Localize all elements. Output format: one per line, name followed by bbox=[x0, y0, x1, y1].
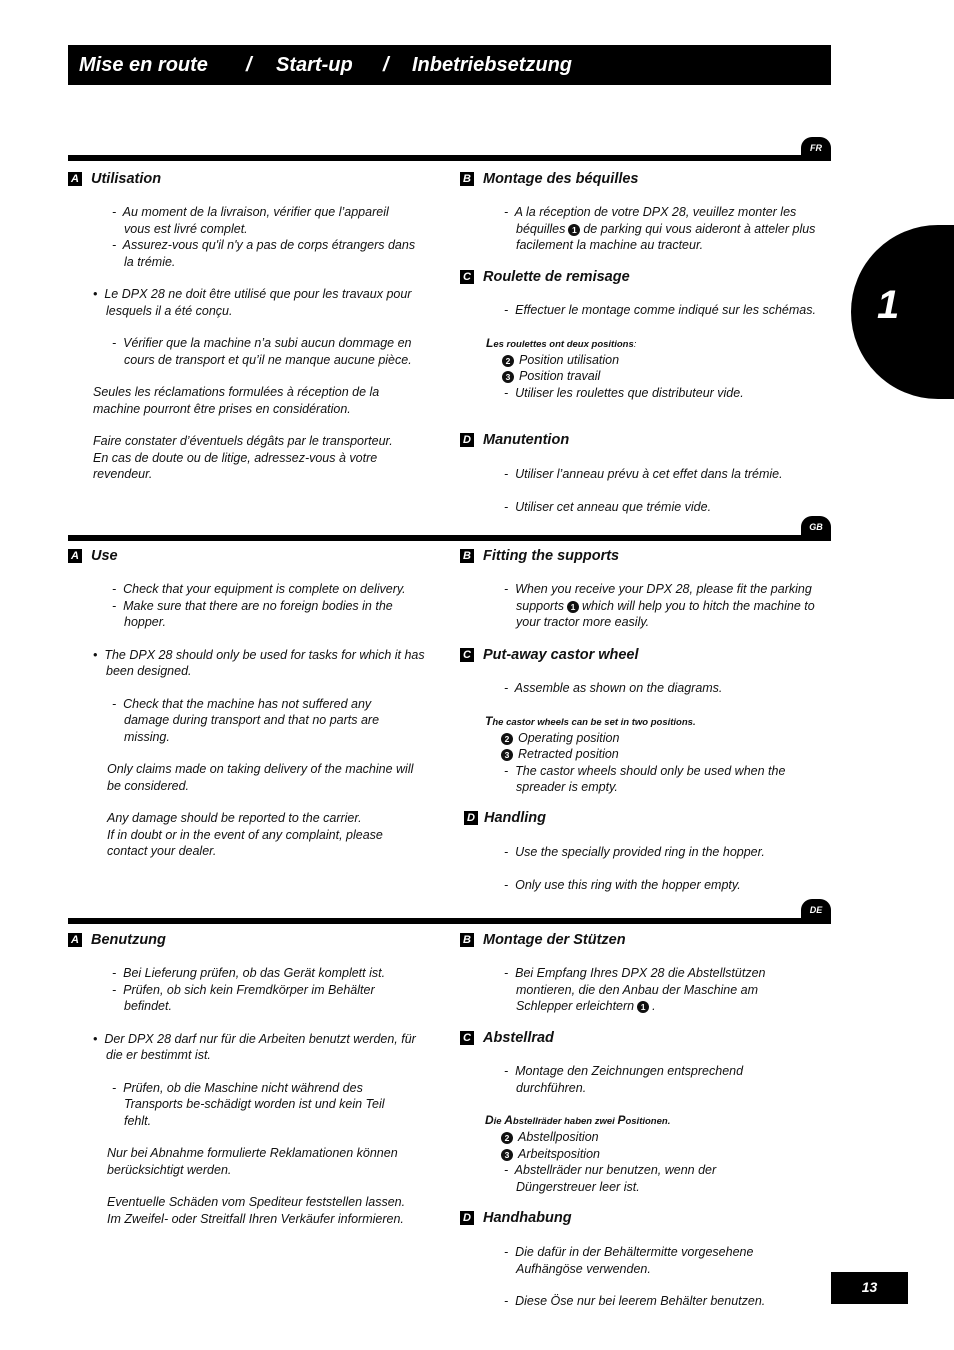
language-badge-fr: FR bbox=[801, 137, 831, 159]
section-title: Montage des béquilles bbox=[483, 171, 639, 187]
section-fr-a bbox=[68, 170, 428, 483]
section-title: Put-away castor wheel bbox=[483, 647, 639, 663]
position-item: 2 Operating position bbox=[501, 730, 820, 747]
callout-number-icon: 2 bbox=[501, 733, 513, 745]
section-title: Roulette de remisage bbox=[483, 269, 630, 285]
section-de-b bbox=[460, 931, 820, 1015]
list-item: - Abstellräder nur benutzen, wenn der Düngerstreuer leer ist. bbox=[504, 1163, 717, 1194]
section-letter: B bbox=[460, 933, 474, 947]
section-letter: C bbox=[460, 1031, 474, 1045]
section-letter: A bbox=[68, 549, 82, 563]
chapter-tab bbox=[851, 225, 954, 399]
paragraph: Seules les réclamations formulées à réception de la machine pourront être prises en considération. bbox=[93, 385, 380, 416]
callout-number-icon: 2 bbox=[501, 1132, 513, 1144]
section-letter: D bbox=[464, 811, 478, 825]
list-item: - Vérifier que la machine n’a subi aucun dommage en cours de transport et qu’il ne manque aucune pièce. bbox=[112, 336, 412, 367]
list-item: - Only use this ring with the hopper empty. bbox=[504, 877, 741, 892]
list-item: - When you receive your DPX 28, please fit the parking supports 1 which will help you to hitch the machine to your tractor more easily. bbox=[504, 582, 815, 629]
section-title: Benutzung bbox=[91, 932, 166, 948]
section-letter: B bbox=[460, 549, 474, 563]
section-de-c bbox=[460, 1029, 820, 1195]
callout-number-icon: 2 bbox=[502, 355, 514, 367]
page-number: 13 bbox=[831, 1272, 908, 1304]
paragraph: Faire constater d’éventuels dégâts par le transporteur. En cas de doute ou de litige, adressez-vous à votre revendeur. bbox=[93, 434, 393, 481]
language-badge-gb: GB bbox=[801, 516, 831, 538]
list-item: - Prüfen, ob sich kein Fremdkörper im Behälter befindet. bbox=[112, 982, 375, 1013]
section-de-a bbox=[68, 931, 428, 1227]
paragraph: Nur bei Abnahme formulierte Reklamationen können berücksichtigt werden. bbox=[107, 1146, 398, 1177]
list-item: - Assurez-vous qu'il n'y a pas de corps étrangers dans la trémie. bbox=[112, 238, 416, 269]
position-item: 2 Position utilisation bbox=[502, 352, 820, 369]
section-gb-c bbox=[460, 646, 820, 796]
position-item: 3 Arbeitsposition bbox=[501, 1146, 820, 1163]
list-item: - Diese Öse nur bei leerem Behälter benutzen. bbox=[504, 1294, 766, 1308]
callout-number-icon: 3 bbox=[501, 749, 513, 761]
section-letter: C bbox=[460, 270, 474, 284]
header-title-gb: Start-up bbox=[276, 54, 353, 76]
section-fr-c bbox=[460, 268, 820, 401]
paragraph: Only claims made on taking delivery of the machine will be considered. bbox=[107, 762, 414, 793]
paragraph: Eventuelle Schäden vom Spediteur feststellen lassen. Im Zweifel- oder Streitfall Ihren Verkäufer informieren. bbox=[107, 1195, 406, 1226]
section-de-d bbox=[460, 1209, 820, 1310]
section-gb-a bbox=[68, 547, 428, 860]
list-item: - Make sure that there are no foreign bodies in the hopper. bbox=[112, 598, 393, 629]
section-gb-b bbox=[460, 547, 820, 631]
section-letter: D bbox=[460, 433, 474, 447]
header-title-de: Inbetriebsetzung bbox=[412, 54, 573, 76]
section-letter: B bbox=[460, 172, 474, 186]
list-item: - Die dafür in der Behältermitte vorgesehene Aufhängöse verwenden. bbox=[504, 1245, 754, 1276]
list-item: - Utiliser cet anneau que trémie vide. bbox=[504, 499, 712, 514]
list-item: - Montage den Zeichnungen entsprechend durchführen. bbox=[504, 1064, 744, 1095]
list-item: - Bei Empfang Ihres DPX 28 die Abstellstützen montieren, die den Anbau der Maschine am Schlepper erleichtern 1 . bbox=[504, 966, 766, 1013]
section-rule bbox=[68, 535, 831, 541]
header-separator: / bbox=[246, 54, 252, 76]
section-title: Montage der Stützen bbox=[483, 932, 626, 948]
callout-number-icon: 3 bbox=[501, 1149, 513, 1161]
language-badge-de: DE bbox=[801, 899, 831, 921]
section-letter: D bbox=[460, 1211, 474, 1225]
subheading: The castor wheels can be set in two positions. bbox=[485, 713, 696, 728]
list-item: - Check that the machine has not suffered any damage during transport and that no parts are missing. bbox=[112, 696, 380, 744]
list-item: - Effectuer le montage comme indiqué sur les schémas. bbox=[504, 303, 816, 317]
list-item: - Au moment de la livraison, vérifier que l’appareil vous est livré complet. bbox=[112, 205, 389, 236]
section-title: Fitting the supports bbox=[483, 548, 620, 564]
section-rule bbox=[68, 155, 831, 161]
list-item: - Utiliser les roulettes que distributeur vide. bbox=[504, 385, 744, 400]
section-title: Handling bbox=[484, 810, 547, 826]
paragraph: Any damage should be reported to the carrier. If in doubt or in the event of any complaint, please contact your dealer. bbox=[107, 811, 383, 858]
list-item: - A la réception de votre DPX 28, veuillez monter les béquilles 1 de parking qui vous aideront à atteler plus facilement la machine au tracteur. bbox=[504, 205, 816, 252]
position-item: 3 Retracted position bbox=[501, 746, 820, 763]
bullet-item: • Le DPX 28 ne doit être utilisé que pour les travaux pour lesquels il a été conçu. bbox=[93, 287, 412, 318]
page-header bbox=[68, 45, 831, 85]
list-item: - Prüfen, ob die Maschine nicht während des Transports be-schädigt worden ist und kein Teil fehlt. bbox=[112, 1080, 385, 1128]
bullet-item: • Der DPX 28 darf nur für die Arbeiten benutzt werden, für die er bestimmt ist. bbox=[93, 1031, 416, 1062]
bullet-item: • The DPX 28 should only be used for tasks for which it has been designed. bbox=[93, 647, 425, 678]
section-title: Handhabung bbox=[483, 1210, 572, 1226]
header-title-fr: Mise en route bbox=[79, 54, 208, 76]
list-item: - Utiliser l’anneau prévu à cet effet dans la trémie. bbox=[504, 467, 783, 481]
section-fr-d bbox=[460, 431, 820, 515]
list-item: - Assemble as shown on the diagrams. bbox=[504, 681, 723, 695]
section-title: Utilisation bbox=[91, 171, 162, 187]
list-item: - Bei Lieferung prüfen, ob das Gerät komplett ist. bbox=[112, 966, 386, 980]
list-item: - The castor wheels should only be used when the spreader is empty. bbox=[504, 763, 786, 794]
callout-number-icon: 1 bbox=[567, 601, 579, 613]
list-item: - Check that your equipment is complete on delivery. bbox=[112, 582, 406, 596]
callout-number-icon: 1 bbox=[637, 1001, 649, 1013]
section-title: Use bbox=[91, 548, 118, 564]
chapter-number: 1 bbox=[877, 283, 900, 327]
callout-number-icon: 1 bbox=[568, 224, 580, 236]
position-item: 3 Position travail bbox=[502, 368, 820, 385]
section-letter: A bbox=[68, 933, 82, 947]
subheading: Les roulettes ont deux positions: bbox=[486, 335, 637, 350]
position-item: 2 Abstellposition bbox=[501, 1129, 820, 1146]
callout-number-icon: 3 bbox=[502, 371, 514, 383]
subheading: Die Abstellräder haben zwei Positionen. bbox=[485, 1113, 671, 1127]
section-letter: C bbox=[460, 648, 474, 662]
header-separator: / bbox=[383, 54, 389, 76]
section-letter: A bbox=[68, 172, 82, 186]
section-gb-d bbox=[464, 809, 824, 893]
section-fr-b bbox=[460, 170, 820, 254]
section-rule bbox=[68, 918, 831, 924]
section-title: Manutention bbox=[483, 432, 570, 448]
list-item: - Use the specially provided ring in the hopper. bbox=[504, 845, 765, 859]
section-title: Abstellrad bbox=[483, 1030, 554, 1046]
